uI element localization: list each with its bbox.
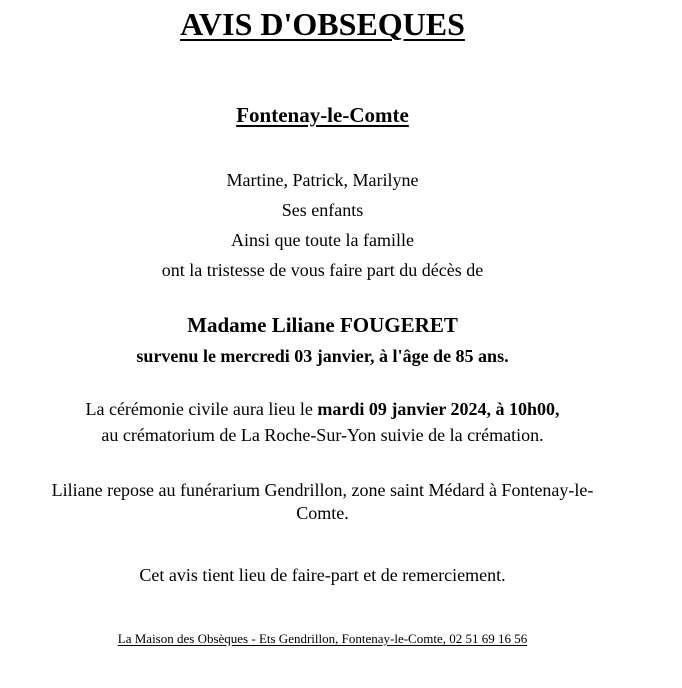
- ceremony-date-time: mardi 09 janvier 2024, à 10h00,: [317, 399, 560, 419]
- deceased-name: Madame Liliane FOUGERET: [187, 313, 458, 337]
- ceremony-location: au crématorium de La Roche-Sur-Yon suivie de la crémation.: [101, 425, 544, 445]
- ceremony-intro: La cérémonie civile aura lieu le: [85, 399, 318, 419]
- city-heading: Fontenay-le-Comte: [236, 103, 409, 127]
- rest-line-1: Liliane repose au funérarium Gendrillon, zone saint Médard à Fontenay-le-: [51, 480, 594, 500]
- ceremony-line: [0, 399, 645, 420]
- deceased-date-line: survenu le mercredi 03 janvier, à l'âge de 85 ans.: [136, 346, 509, 366]
- page-title: AVIS D'OBSEQUES: [180, 6, 465, 42]
- family-line-family: Ainsi que toute la famille: [231, 230, 414, 250]
- family-line-names: Martine, Patrick, Marilyne: [226, 170, 419, 190]
- rest-line-2: Comte.: [296, 503, 349, 523]
- family-line-children: Ses enfants: [281, 200, 364, 220]
- family-line-announcement: ont la tristesse de vous faire part du décès de: [161, 260, 484, 280]
- footer-contact: La Maison des Obsèques - Ets Gendrillon, Fontenay-le-Comte, 02 51 69 16 56: [117, 631, 528, 646]
- notice-line: Cet avis tient lieu de faire-part et de remerciement.: [139, 565, 506, 585]
